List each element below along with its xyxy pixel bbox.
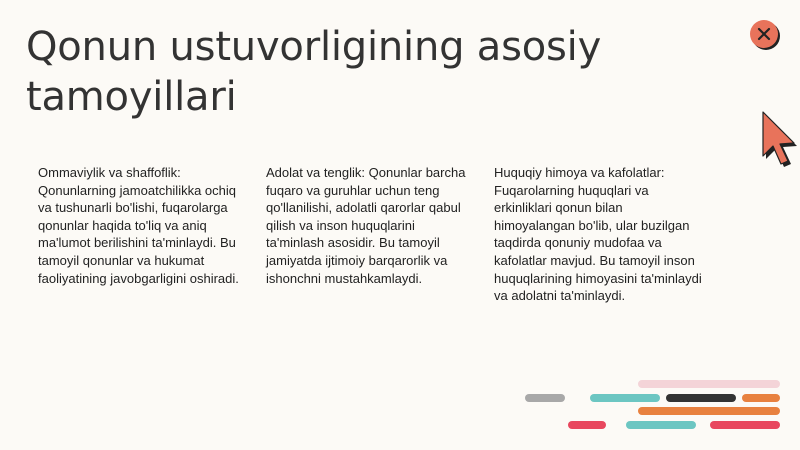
decor-bar <box>626 421 696 429</box>
decor-bar <box>638 380 780 388</box>
column-justice-equality: Adolat va tenglik: Qonunlar barcha fuqaro va guruhlar uchun teng qo'llanilishi, adolatli qarorlar qabul qilish va inson huquqlarini ta'minlash asosidir. Bu tamoyil jamiyatda ijtimoiy barqarorlik va ishonchni mustahkamlaydi. <box>266 165 466 286</box>
decor-bar <box>742 394 780 402</box>
close-button[interactable] <box>749 19 781 51</box>
column-publicity-transparency: Ommaviylik va shaffoflik: Qonunlarning jamoatchilikka ochiq va tushunarli bo'lishi, fuqarolarga qonunlar haqida to'liq va aniq ma'lumot berilishini ta'minlaydi. Bu tamoyil qonunlar va hukumat faoliyatining javobgarligini oshiradi. <box>38 165 239 286</box>
decor-bar <box>590 394 660 402</box>
slide-title: Qonun ustuvorligining asosiy tamoyillari <box>26 24 602 120</box>
decor-bar <box>710 421 780 429</box>
decor-bar <box>525 394 565 402</box>
decor-bar <box>638 407 780 415</box>
decor-bar <box>568 421 606 429</box>
pointer-cursor-icon <box>757 108 799 170</box>
column-legal-protection: Huquqiy himoya va kafolatlar: Fuqarolarning huquqlari va erkinliklari qonun bilan himoyalangan bo'lib, ular buzilgan taqdirda qonuniy mudofaa va kafolatlar mavjud. Bu tamoyil inson huquqlarining himoyasini ta'minlaydi va adolatni ta'minlaydi. <box>494 165 702 304</box>
close-icon <box>749 19 781 51</box>
decor-bar <box>666 394 736 402</box>
